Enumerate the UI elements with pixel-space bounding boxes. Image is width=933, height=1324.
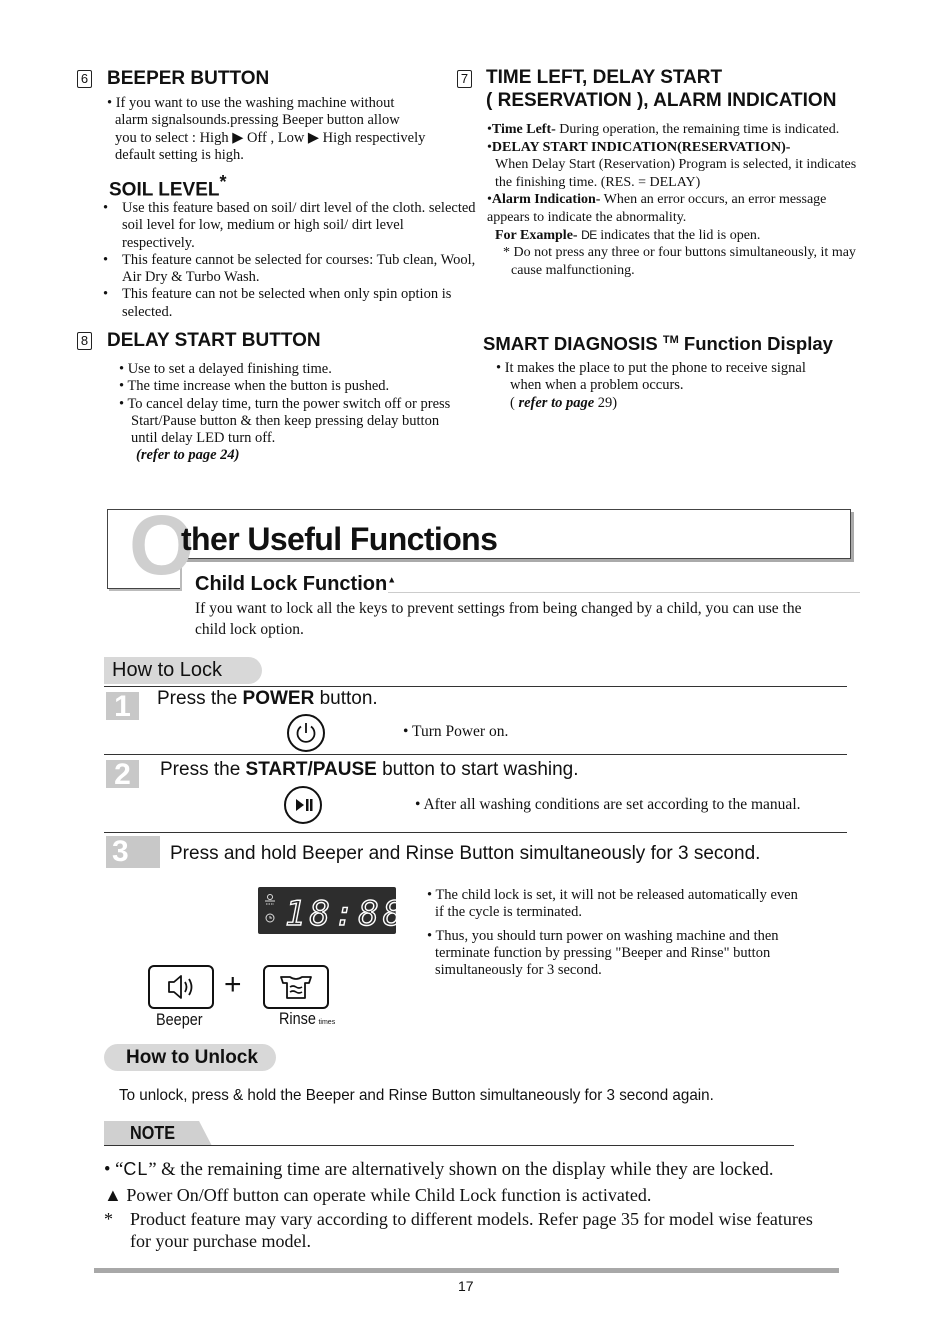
child-lock-icon xyxy=(265,895,275,905)
clock-icon xyxy=(266,914,274,922)
footer-bar xyxy=(94,1268,839,1273)
trademark: TM xyxy=(662,333,679,346)
alarm-item: •Alarm Indication- When an error occurs, an error message appears to indicate the abnormality. xyxy=(487,192,827,225)
divider xyxy=(104,754,847,755)
banner-title: ther Useful Functions xyxy=(181,521,498,557)
step-3-note: • The child lock is set, it will not be released automatically even if the cycle is terminated. xyxy=(427,887,798,921)
page-number: 17 xyxy=(458,1278,474,1294)
note-item: ▲ Power On/Off button can operate while Child Lock function is activated. xyxy=(104,1185,652,1205)
rinse-times-label: times xyxy=(318,1019,336,1026)
rinse-label: Rinse times xyxy=(279,1009,336,1028)
step-1-note: • Turn Power on. xyxy=(403,723,509,740)
rinse-button-icon xyxy=(263,965,329,1009)
child-lock-code: CL xyxy=(123,1159,149,1179)
soil-level-title-text: SOIL LEVEL xyxy=(109,179,220,201)
beeper-label: Beeper xyxy=(156,1010,203,1029)
child-lock-description: If you want to lock all the keys to prevent settings from being changed by a child, you can use the child lock option. xyxy=(195,600,802,638)
divider xyxy=(104,1145,794,1146)
lcd-digits: 18:88 xyxy=(285,894,396,934)
note-item: * Product feature may vary according to different models. Refer page 35 for model wise features for your purchase model. xyxy=(104,1209,813,1251)
beeper-button-icon xyxy=(148,965,214,1009)
beeper-line: alarm signalsounds.pressing Beeper button allow xyxy=(115,112,400,129)
smart-diagnosis-text xyxy=(496,360,816,412)
timeleft-title-line2: ( RESERVATION ), ALARM INDICATION xyxy=(486,90,837,111)
beeper-section-number: 6 xyxy=(77,70,92,88)
beeper-title: BEEPER BUTTON xyxy=(107,68,270,89)
timeleft-section-number: 7 xyxy=(457,70,472,88)
timeleft-title-line1: TIME LEFT, DELAY START xyxy=(486,67,723,88)
note-list xyxy=(104,1158,834,1252)
step-number: 2 xyxy=(106,760,139,788)
step-number: 1 xyxy=(106,692,139,720)
unlock-instructions: To unlock, press & hold the Beeper and Rinse Button simultaneously for 3 second again. xyxy=(119,1087,714,1104)
beeper-line: • If you want to use the washing machine without xyxy=(107,95,395,111)
step-2-text: Press the START/PAUSE button to start washing. xyxy=(160,759,579,780)
plus-sign: + xyxy=(224,968,242,1001)
delay-start-text: When Delay Start (Reservation) Program is selected, it indicates the finishing time. (RES. = DELAY) xyxy=(495,157,857,190)
step-number: 3 xyxy=(106,836,160,868)
note-item: • “CL” & the remaining time are alternatively shown on the display while they are locked. xyxy=(104,1159,774,1180)
step-3-note: • Thus, you should turn power on washing machine and then terminate function by pressing "Beeper and Rinse" button simultaneously for 3 second. xyxy=(427,927,779,979)
delay-page-reference: (refer to page 24) xyxy=(136,447,240,464)
error-code: DE xyxy=(581,227,597,242)
start-pause-button-icon xyxy=(284,786,322,824)
list-item: • To cancel delay time, turn the power switch off or press Start/Pause button & then keep pressing delay button until delay LED turn off. xyxy=(119,395,451,447)
smart-diagnosis-item: • It makes the place to put the phone to receive signal when when a problem occurs. xyxy=(496,360,806,394)
list-item: • Use to set a delayed finishing time. xyxy=(119,361,332,377)
list-item: • This feature can not be selected when only spin option is selected. xyxy=(103,286,452,320)
list-item: • The time increase when the button is pushed. xyxy=(119,378,390,395)
step-2-note: • After all washing conditions are set according to the manual. xyxy=(415,796,801,813)
how-to-lock-heading: How to Lock xyxy=(104,657,262,684)
delay-title: DELAY START BUTTON xyxy=(107,330,321,351)
beeper-line: default setting is high. xyxy=(115,146,244,163)
example-item: For Example- DE indicates that the lid is open. xyxy=(495,227,761,243)
how-to-unlock-heading: How to Unlock xyxy=(104,1044,276,1071)
smart-page-reference: ( refer to page 29) xyxy=(510,394,618,411)
soil-level-star: * xyxy=(219,172,227,192)
soil-level-title xyxy=(109,172,227,201)
delay-section-number: 8 xyxy=(77,332,92,350)
step-3-text: Press and hold Beeper and Rinse Button simultaneously for 3 second. xyxy=(170,843,761,864)
beeper-description xyxy=(107,95,467,164)
delay-list xyxy=(119,361,464,465)
smart-diagnosis-title: SMART DIAGNOSIS ™ Function Display xyxy=(483,333,833,354)
time-left-item: •Time Left- During operation, the remaining time is indicated. xyxy=(487,122,840,137)
divider xyxy=(104,832,847,833)
divider xyxy=(104,686,847,687)
warning-note: * Do not press any three or four buttons simultaneously, it may cause malfunctioning. xyxy=(503,245,856,278)
divider xyxy=(388,592,860,593)
child-lock-title: Child Lock Function▲ xyxy=(195,573,397,595)
list-item: • This feature cannot be selected for courses: Tub clean, Wool, Air Dry & Turbo Wash. xyxy=(103,251,476,286)
lcd-display xyxy=(258,887,396,934)
timeleft-description xyxy=(487,121,862,279)
banner-big-letter: O xyxy=(129,498,195,592)
step-1-text: Press the POWER button. xyxy=(157,688,378,709)
beeper-line: you to select : High ▶ Off , Low ▶ High respectively xyxy=(115,129,426,146)
list-item: • Use this feature based on soil/ dirt level of the cloth. selected soil level for low, medium or high soil/ dirt level respectively. xyxy=(103,200,476,251)
step-3-notes xyxy=(427,887,802,979)
triangle-icon: ▲ xyxy=(387,574,397,585)
delay-start-item: •DELAY START INDICATION(RESERVATION)- xyxy=(487,139,791,155)
power-button-icon xyxy=(287,714,325,752)
soil-level-list xyxy=(103,200,478,321)
note-heading: NOTE xyxy=(130,1123,176,1143)
